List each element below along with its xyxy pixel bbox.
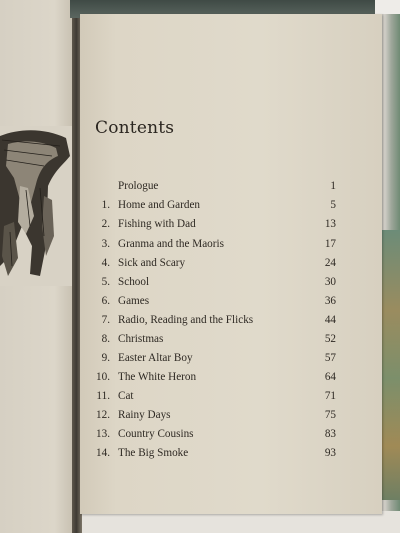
- chapter-title: Easter Altar Boy: [118, 352, 193, 364]
- page-number: 1: [330, 180, 336, 192]
- page-number: 57: [324, 352, 336, 364]
- toc-entry: [96, 199, 336, 216]
- chapter-number: 12.: [96, 409, 110, 421]
- chapter-title: Radio, Reading and the Flicks: [118, 314, 254, 326]
- chapter-number: 14.: [96, 447, 110, 459]
- page-number: 71: [324, 390, 336, 402]
- chapter-title: Christmas: [118, 333, 164, 345]
- page-number: 17: [324, 238, 336, 250]
- chapter-title: The White Heron: [118, 371, 197, 383]
- cover-art-strip: [382, 230, 400, 500]
- page-number: 93: [324, 447, 336, 459]
- facing-page: [0, 0, 78, 533]
- toc-entry: [96, 390, 336, 407]
- page-number: 30: [324, 276, 336, 288]
- toc-entry: [96, 257, 336, 274]
- chapter-title: Granma and the Maoris: [118, 238, 224, 250]
- page-title: Contents: [95, 118, 175, 138]
- toc-entry: [96, 333, 336, 350]
- chapter-title: Prologue: [118, 180, 159, 192]
- toc-entry: [96, 371, 336, 388]
- toc-entry: [96, 180, 336, 197]
- toc-entry: [96, 276, 336, 293]
- chapter-number: 6.: [101, 295, 110, 307]
- chapter-number: 1.: [101, 199, 110, 211]
- page-number: 52: [324, 333, 336, 345]
- page-number: 75: [324, 409, 336, 421]
- chapter-number: 9.: [101, 352, 110, 364]
- chapter-number: 7.: [101, 314, 110, 326]
- chapter-number: 13.: [96, 428, 110, 440]
- toc-entry: [96, 218, 336, 235]
- chapter-title: Rainy Days: [118, 409, 171, 421]
- chapter-number: 4.: [101, 257, 110, 269]
- chapter-title: Country Cousins: [118, 428, 194, 440]
- chapter-number: 8.: [101, 333, 110, 345]
- page-number: 64: [324, 371, 336, 383]
- chapter-number: 10.: [96, 371, 110, 383]
- chapter-title: School: [118, 276, 150, 288]
- horse-illustration: [0, 126, 72, 286]
- chapter-number: 2.: [101, 218, 110, 230]
- chapter-number: 5.: [101, 276, 110, 288]
- page-number: 36: [324, 295, 336, 307]
- toc-entry: [96, 314, 336, 331]
- page-number: 24: [324, 257, 336, 269]
- chapter-title: The Big Smoke: [118, 447, 189, 459]
- chapter-number: 3.: [101, 238, 110, 250]
- toc-entry: [96, 447, 336, 464]
- toc-entry: [96, 428, 336, 445]
- chapter-title: Cat: [118, 390, 134, 402]
- toc-entry: [96, 352, 336, 369]
- page-number: 13: [324, 218, 336, 230]
- chapter-title: Sick and Scary: [118, 257, 186, 269]
- chapter-title: Games: [118, 295, 150, 307]
- toc-entry: [96, 409, 336, 426]
- page-number: 5: [330, 199, 336, 211]
- toc-entry: [96, 238, 336, 255]
- chapter-title: Fishing with Dad: [118, 218, 196, 230]
- chapter-title: Home and Garden: [118, 199, 201, 211]
- toc-entry: [96, 295, 336, 312]
- page-number: 83: [324, 428, 336, 440]
- chapter-number: 11.: [96, 390, 110, 402]
- page-number: 44: [324, 314, 336, 326]
